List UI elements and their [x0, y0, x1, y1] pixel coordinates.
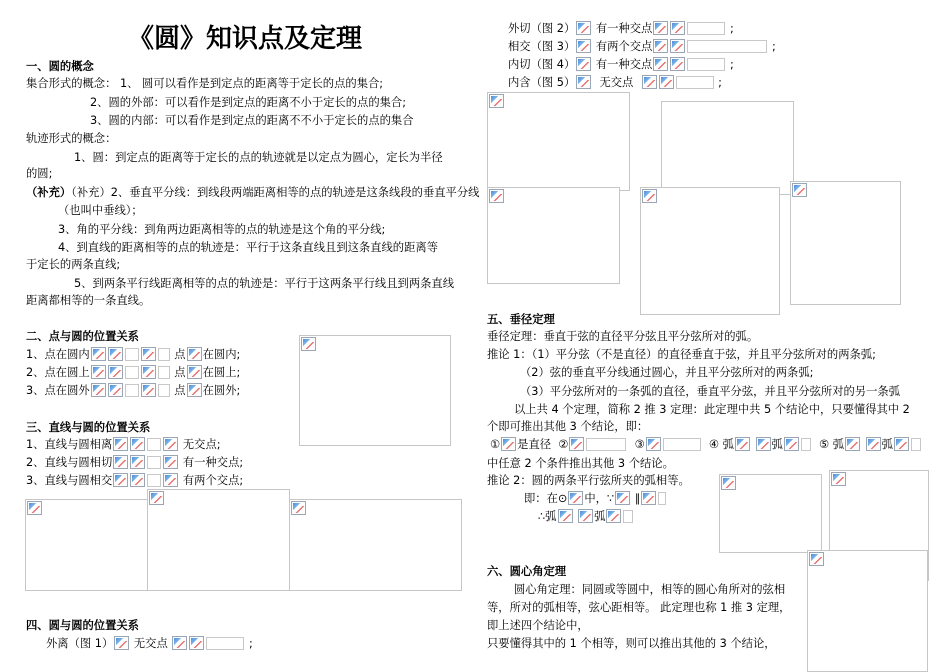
formula-image-icon [670, 57, 685, 71]
formula-image-icon [141, 365, 156, 379]
locus-item-4: 4、到直线的距离相等的点的轨迹是：平行于这条直线且到这条直线的距离等 [58, 241, 438, 254]
line-intersect-row: 3、直线与圆相交 有两个交点; [26, 474, 244, 487]
formula-image-icon [845, 437, 860, 451]
formula-image-icon [189, 636, 204, 650]
corollary-1-item-1: 推论 1：（1）平分弦（不是直径）的直径垂直于弦，并且平分弦所对的两条弧; [487, 348, 876, 361]
formula-image-icon [659, 75, 674, 89]
section-6-heading: 六、圆心角定理 [487, 565, 567, 578]
formula-image-icon [558, 509, 573, 523]
figure-image-icon [792, 183, 807, 197]
central-angle-theorem: 圆心角定理：同圆或等圆中，相等的圆心角所对的弦相 [514, 583, 786, 596]
set-form-label: 集合形式的概念： 1、 圆可以看作是到定点的距离等于定长的点的集合; [26, 77, 384, 90]
formula-image-icon [569, 437, 584, 451]
point-outside-row: 3、点在圆外 点 在圆外; [26, 384, 241, 397]
locus-item-1-cont: 的圆; [26, 167, 53, 180]
formula-image-icon [606, 509, 621, 523]
central-angle-theorem-cont-1: 等，所对的弧相等，弦心距相等。 此定理也称 1 推 3 定理， [487, 601, 791, 614]
formula-image-icon [172, 636, 187, 650]
formula-image-icon [187, 365, 202, 379]
set-form-item-2: 2、圆的外部：可以看作是到定点的距离不小于定长的点的集合; [90, 96, 407, 109]
circles-contain-row: 内含（图 5） 无交点 ; [508, 76, 722, 89]
circles-separate-row: 外离（图 1） 无交点 ; [46, 637, 253, 650]
formula-image-icon [114, 636, 129, 650]
line-circle-figure-3 [289, 499, 462, 591]
circles-figure-2 [661, 101, 794, 195]
formula-image-icon [576, 57, 591, 71]
formula-image-icon [653, 57, 668, 71]
locus-item-4-cont: 于定长的两条直线; [26, 258, 121, 271]
locus-item-1: 1、圆：到定点的距离等于定长的点的轨迹就是以定点为圆心，定长为半径 [74, 151, 443, 164]
point-on-row: 2、点在圆上 点 在圆上; [26, 366, 241, 379]
formula-image-icon [163, 437, 178, 451]
formula-image-icon [576, 21, 591, 35]
formula-image-icon [108, 365, 123, 379]
formula-image-icon [735, 437, 750, 451]
set-form-item-3: 3、圆的内部：可以看作是到定点的距离不不小于定长的点的集合 [90, 114, 414, 127]
formula-image-icon [756, 437, 771, 451]
perpendicular-diameter-theorem: 垂径定理：垂直于弦的直径平分弦且平分弦所对的弧。 [487, 330, 759, 343]
corollary-1-summary-cont: 个即可推出其他 3 个结论，即： [487, 420, 649, 433]
figure-image-icon [291, 501, 306, 515]
line-tangent-row: 2、直线与圆相切 有一种交点; [26, 456, 244, 469]
formula-image-icon [130, 473, 145, 487]
formula-image-icon [615, 491, 630, 505]
formula-image-icon [91, 383, 106, 397]
corollary-1-item-2: （2）弦的垂直平分线通过圆心，并且平分弦所对的两条弧; [520, 366, 814, 379]
formula-image-icon [163, 473, 178, 487]
corollary-2-proof-given: 即：在⊙ 中，∵ ∥ [524, 491, 667, 506]
formula-image-icon [653, 21, 668, 35]
figure-image-icon [721, 476, 736, 490]
figure-image-icon [809, 552, 824, 566]
corollary-1-item-3: （3）平分弦所对的一条弧的直径，垂直平分弦，并且平分弦所对的另一条弧 [520, 385, 900, 398]
circles-figure-5 [790, 181, 901, 305]
formula-image-icon [642, 75, 657, 89]
formula-image-icon [653, 39, 668, 53]
section-4-heading: 四、圆与圆的位置关系 [26, 619, 139, 632]
line-circle-figure-2 [147, 489, 290, 591]
corollary-2: 推论 2：圆的两条平行弦所夹的弧相等。 [487, 474, 690, 487]
central-angle-figure [807, 550, 928, 672]
line-separate-row: 1、直线与圆相离 无交点; [26, 438, 221, 451]
formula-image-icon [113, 455, 128, 469]
formula-image-icon [866, 437, 881, 451]
formula-image-icon [576, 39, 591, 53]
formula-image-icon [646, 437, 661, 451]
figure-image-icon [642, 189, 657, 203]
circles-intersect-row: 相交（图 3） 有两个交点 ; [508, 40, 776, 53]
formula-image-icon [894, 437, 909, 451]
circles-figure-1 [487, 92, 630, 191]
central-angle-theorem-cont-2: 即上述四个结论中， [487, 619, 589, 632]
locus-item-5: 5、到两条平行线距离相等的点的轨迹是：平行于这两条平行线且到两条直线 [74, 277, 454, 290]
figure-image-icon [831, 472, 846, 486]
line-circle-figure-1 [25, 499, 148, 591]
locus-item-5-cont: 距离都相等的一条直线。 [26, 294, 151, 307]
locus-form-label: 轨迹形式的概念： [26, 132, 117, 145]
section-1-heading: 一、圆的概念 [26, 60, 94, 73]
formula-image-icon [641, 491, 656, 505]
document-title: 《圆》知识点及定理 [127, 24, 362, 54]
section-3-heading: 三、直线与圆的位置关系 [26, 421, 151, 434]
point-inside-row: 1、点在圆内 点 在圆内; [26, 348, 241, 361]
formula-image-icon [130, 437, 145, 451]
central-angle-theorem-cont-3: 只要懂得其中的 1 个相等，则可以推出其他的 3 个结论， [487, 637, 776, 650]
formula-image-icon [91, 365, 106, 379]
figure-image-icon [489, 94, 504, 108]
figure-image-icon [149, 491, 164, 505]
circles-internal-tangent-row: 内切（图 4） 有一种交点 ; [508, 58, 734, 71]
formula-image-icon [576, 75, 591, 89]
corollary-2-proof-result: ∴弧 弧 [538, 509, 634, 524]
circles-external-tangent-row: 外切（图 2） 有一种交点 ; [508, 22, 734, 35]
section-5-heading: 五、垂径定理 [487, 313, 555, 326]
corollary-1-conclusion: 中任意 2 个条件推出其他 3 个结论。 [487, 457, 674, 470]
circles-figure-4 [640, 187, 780, 315]
figure-image-icon [489, 189, 504, 203]
formula-image-icon [670, 39, 685, 53]
locus-item-2: （补充）（补充）2、垂直平分线：到线段两端距离相等的点的轨迹是这条线段的垂直平分线 [26, 186, 480, 199]
formula-image-icon [91, 347, 106, 361]
formula-image-icon [113, 437, 128, 451]
circles-figure-3 [487, 187, 620, 284]
formula-image-icon [130, 455, 145, 469]
formula-image-icon [187, 347, 202, 361]
formula-image-icon [501, 437, 516, 451]
locus-item-3: 3、角的平分线：到角两边距离相等的点的轨迹是这个角的平分线; [58, 223, 386, 236]
formula-image-icon [141, 383, 156, 397]
formula-image-icon [670, 21, 685, 35]
formula-image-icon [141, 347, 156, 361]
figure-image-icon [27, 501, 42, 515]
formula-image-icon [163, 455, 178, 469]
formula-image-icon [568, 491, 583, 505]
formula-image-icon [784, 437, 799, 451]
five-conclusions-list: ① 是直径 ② ③ ④ 弧 弧 ⑤ 弧 弧 [490, 437, 922, 452]
formula-image-icon [108, 347, 123, 361]
formula-image-icon [187, 383, 202, 397]
section-2-heading: 二、点与圆的位置关系 [26, 330, 139, 343]
corollary-1-summary: 以上共 4 个定理，简称 2 推 3 定理：此定理中共 5 个结论中，只要懂得其中 2 [514, 403, 910, 416]
formula-image-icon [108, 383, 123, 397]
figure-image-icon [301, 337, 316, 351]
locus-item-2-cont: （也叫中垂线）； [58, 204, 143, 217]
formula-image-icon [113, 473, 128, 487]
point-circle-figure [299, 335, 451, 446]
parallel-chords-figure [719, 474, 822, 553]
formula-image-icon [578, 509, 593, 523]
